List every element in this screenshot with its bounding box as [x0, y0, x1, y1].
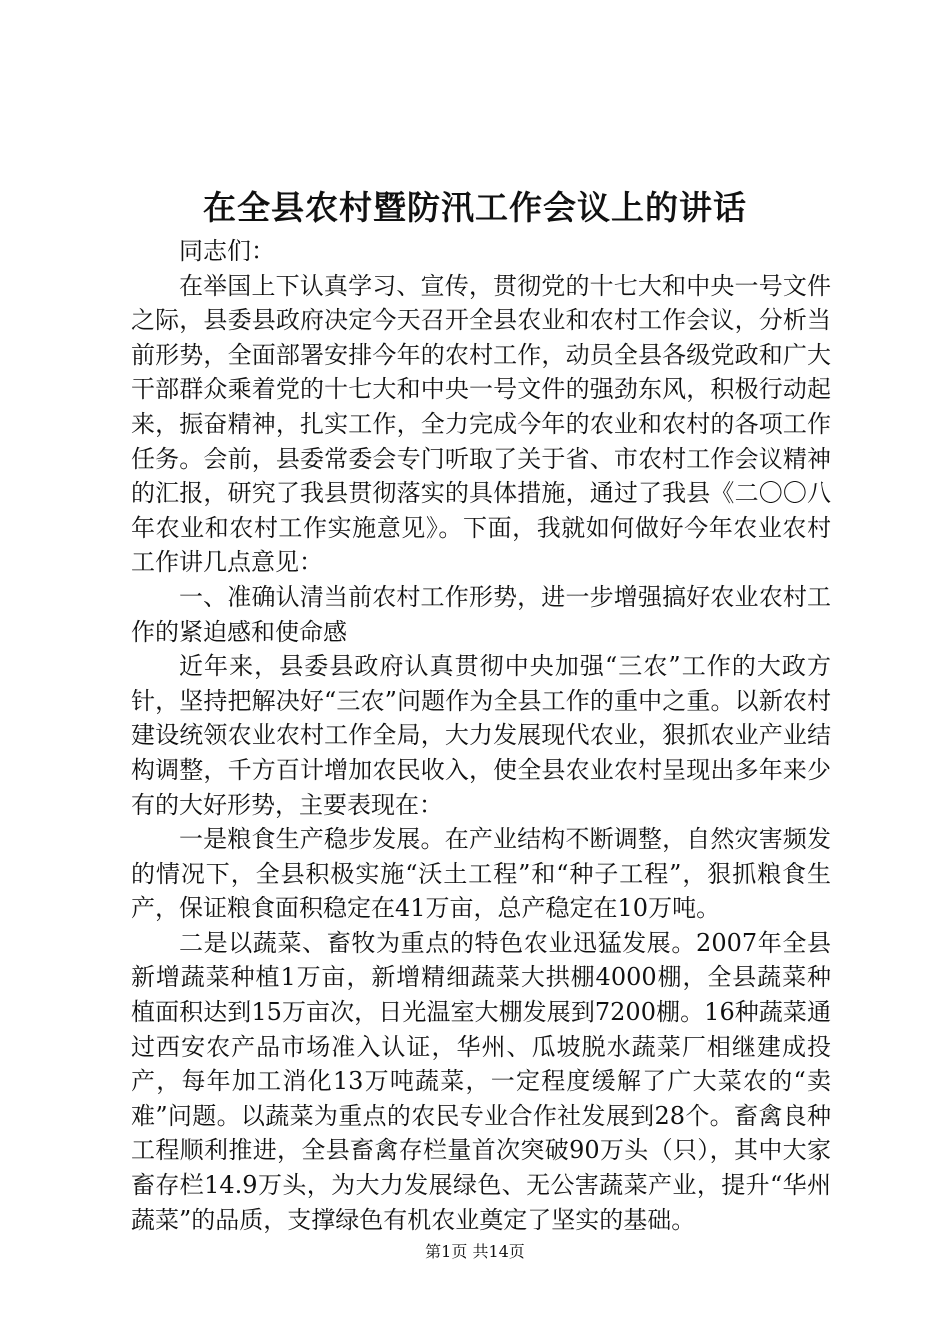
- salutation-paragraph: 同志们：: [179, 237, 275, 265]
- body-paragraph: 近年来，县委县政府认真贯彻中央加强“三农”工作的大政方针，坚持把解决好“三农”问题作为全县工作的重中之重。以新农村建设统领农业农村工作全局，大力发展现代农业，狠抓农业产业结构调整，千方百计增加农民收入，使全县农业农村呈现出多年来少有的大好形势，主要表现在：: [131, 652, 831, 819]
- body-paragraph: 一是粮食生产稳步发展。在产业结构不断调整，自然灾害频发的情况下，全县积极实施“沃土工程”和“种子工程”，狠抓粮食生产，保证粮食面积稳定在41万亩，总产稳定在10万吨。: [131, 825, 831, 923]
- section-heading-1: 一、准确认清当前农村工作形势，进一步增强搞好农业农村工作的紧迫感和使命感: [131, 582, 831, 646]
- intro-paragraph: 在举国上下认真学习、宣传，贯彻党的十七大和中央一号文件之际，县委县政府决定今天召开全县农业和农村工作会议，分析当前形势，全面部署安排今年的农村工作，动员全县各级党政和广大干部群众乘着党的十七大和中央一号文件的强劲东风，积极行动起来，振奋精神，扎实工作，全力完成今年的农业和农村的各项工作任务。会前，县委常委会专门听取了关于省、市农村工作会议精神的汇报，研究了我县贯彻落实的具体措施，通过了我县《二〇〇八年农业和农村工作实施意见》。下面，我就如何做好今年农业农村工作讲几点意见：: [131, 271, 831, 577]
- document-body: [131, 234, 831, 1237]
- document-title: 在全县农村暨防汛工作会议上的讲话: [203, 188, 747, 227]
- body-paragraph: 二是以蔬菜、畜牧为重点的特色农业迅猛发展。2007年全县新增蔬菜种植1万亩，新增精细蔬菜大拱棚4000棚，全县蔬菜种植面积达到15万亩次，日光温室大棚发展到7200棚。16种蔬菜通过西安农产品市场准入认证，华州、瓜坡脱水蔬菜厂相继建成投产，每年加工消化13万吨蔬菜，一定程度缓解了广大菜农的“卖难”问题。以蔬菜为重点的农民专业合作社发展到28个。畜禽良种工程顺利推进，全县畜禽存栏量首次突破90万头（只），其中大家畜存栏14.9万头，为大力发展绿色、无公害蔬菜产业，提升“华州蔬菜”的品质，支撑绿色有机农业奠定了坚实的基础。: [131, 928, 831, 1234]
- page-footer: 第1页 共14页: [425, 1242, 525, 1261]
